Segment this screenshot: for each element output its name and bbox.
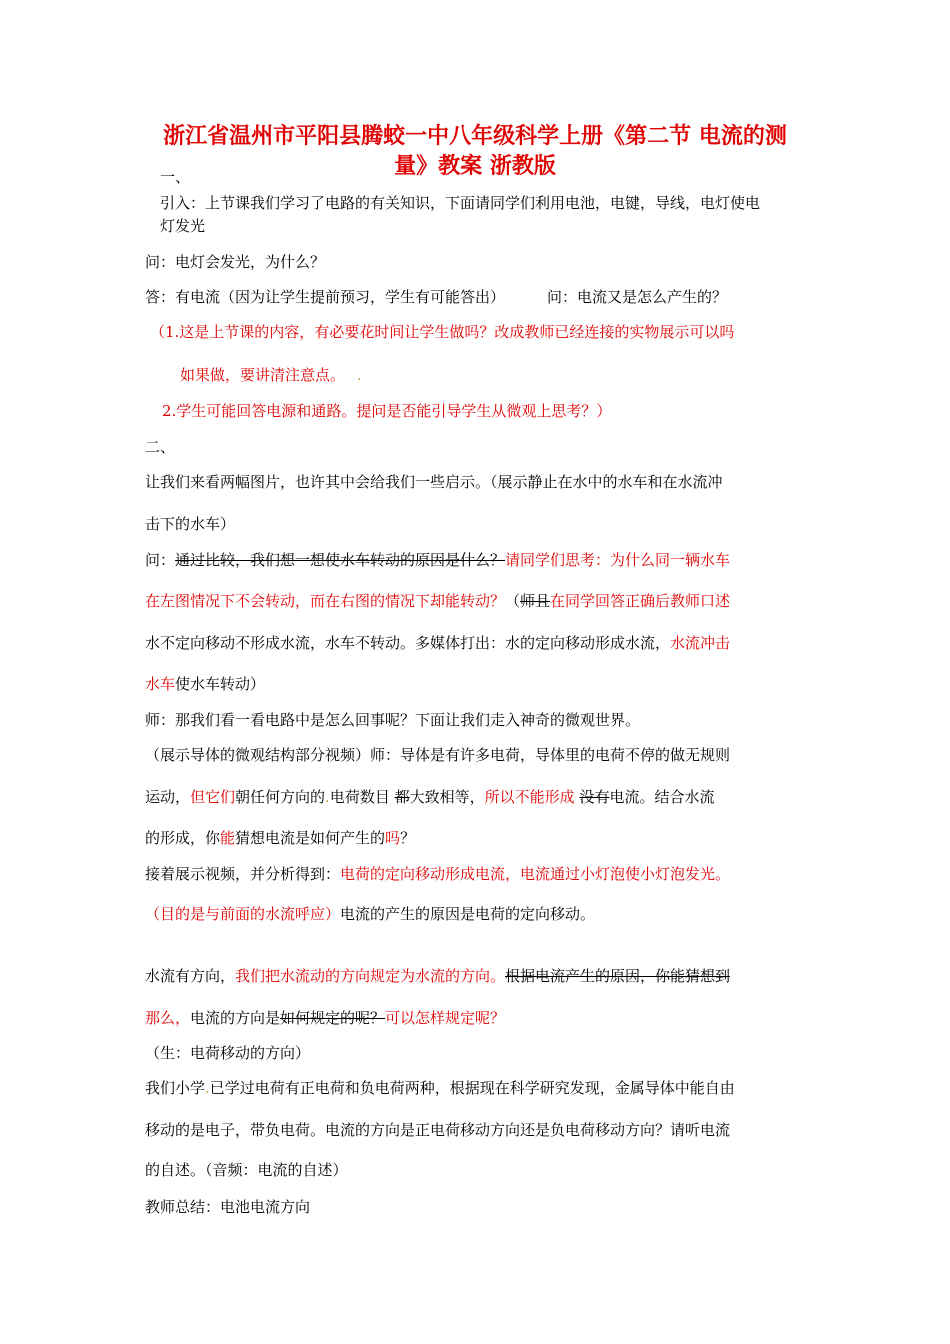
body-text: 运动， (145, 788, 191, 806)
body-text: 我们小学 (145, 1079, 206, 1097)
video-line-2 (145, 787, 714, 807)
stray-dot: . (325, 788, 330, 806)
body-text: 大致相等， (409, 788, 485, 806)
direction-line-1 (145, 966, 730, 986)
answer-row (145, 287, 727, 307)
revised-text: 我们把水流动的方向规定为水流的方向。 (235, 967, 506, 985)
struck-text: 师且 (520, 592, 551, 610)
revised-text: 但它们 (190, 788, 236, 806)
revised-text: 电荷的定向移动形成电流，电流通过小灯泡使小灯泡发光。 (340, 865, 731, 883)
revised-text: 吗 (385, 829, 401, 847)
struck-text: 通过比较，我们想一想使水车转动的原因是什么？ (175, 551, 506, 569)
video-line-1: （展示导体的微观结构部分视频）师：导体是有许多电荷，导体里的电荷不停的做无规则 (145, 746, 731, 764)
body-text: 使水车转动） (175, 675, 266, 693)
q-prefix: 问： (145, 551, 176, 569)
paragraph-1-line-1: 让我们来看两幅图片，也许其中会给我们一些启示。（展示静止在水中的水车和在水流冲 (145, 473, 723, 491)
body-text: ？ (400, 829, 416, 847)
body-text: 猜想电流是如何产生的 (235, 829, 386, 847)
waterwheel-question-line-2 (145, 591, 730, 611)
waterwheel-question-line-1 (145, 550, 730, 570)
body-text: 接着展示视频，并分析得到： (145, 865, 341, 883)
student-answer: （生：电荷移动的方向） (145, 1044, 311, 1062)
revised-text: （目的是与前面的水流呼应） (145, 905, 341, 923)
note-1-text: 如果做，要讲清注意点。 (180, 366, 346, 384)
summary-line-1 (145, 864, 730, 884)
section-2-marker: 二、 (145, 438, 176, 456)
waterwheel-question-line-4 (145, 674, 265, 694)
document-title (140, 121, 810, 181)
waterwheel-question-line-3 (145, 633, 730, 653)
body-text: 电荷数目 (329, 788, 395, 806)
revised-text: 在同学回答正确后教师口述 (550, 592, 731, 610)
revised-text: 那么， (145, 1009, 191, 1027)
note-1-line-2 (180, 365, 362, 385)
revised-text: 水车 (145, 675, 176, 693)
struck-text: 如何规定的呢？ (280, 1009, 386, 1027)
direction-line-2 (145, 1008, 505, 1028)
teacher-summary: 教师总结：电池电流方向 (145, 1198, 311, 1216)
struck-text: 根据电流产生的原因，你能猜想到 (505, 967, 731, 985)
teacher-line: 师：那我们看一看电路中是怎么回事呢？下面让我们走入神奇的微观世界。 (145, 711, 641, 729)
stray-dot: . (205, 1079, 210, 1097)
intro-line-1: 引入：上节课我们学习了电路的有关知识，下面请同学们利用电池，电键，导线，电灯使电 (160, 194, 761, 212)
title-line-1: 浙江省温州市平阳县腾蛟一中八年级科学上册《第二节 电流的测 (163, 123, 787, 149)
section-1-marker: 一、 (160, 168, 191, 186)
body-text: 电流的产生的原因是电荷的定向移动。 (340, 905, 596, 923)
revised-text: 能 (220, 829, 236, 847)
summary-line-2 (145, 904, 595, 924)
note-2: 2.学生可能回答电源和通路。提问是否能引导学生从微观上思考？） (162, 402, 612, 420)
electron-line-3: 的自述。（音频：电流的自述） (145, 1161, 348, 1179)
question-1: 问：电灯会发光，为什么？ (145, 253, 326, 271)
paren: （ (505, 592, 521, 610)
question-2: 问：电流又是怎么产生的？ (547, 288, 728, 306)
electron-line-1 (145, 1078, 735, 1098)
note-1-line-1: （1.这是上节课的内容，有必要花时间让学生做吗？改成教师已经连接的实物展示可以吗 (150, 323, 735, 341)
body-text: 电流。结合水流 (609, 788, 715, 806)
body-text: 电流的方向是 (190, 1009, 281, 1027)
title-line-2: 量》教案 浙教版 (394, 153, 556, 179)
intro-line-2: 灯发光 (160, 217, 206, 235)
body-text: 已学过电荷有正电荷和负电荷两种，根据现在科学研究发现，金属导体中能自由 (209, 1079, 735, 1097)
video-line-3 (145, 828, 415, 848)
revised-question: 请同学们思考：为什么同一辆水车 (505, 551, 731, 569)
revised-text: 可以怎样规定呢？ (385, 1009, 506, 1027)
revised-question-cont: 在左图情况下不会转动，而在右图的情况下却能转动？ (145, 592, 506, 610)
electron-line-2: 移动的是电子，带负电荷。电流的方向是正电荷移动方向还是负电荷移动方向？请听电流 (145, 1121, 731, 1139)
stray-dot: . (357, 366, 362, 384)
body-text: 水流有方向， (145, 967, 236, 985)
struck-text: 没有 (579, 788, 610, 806)
struck-text: 都 (394, 788, 410, 806)
body-text: 朝任何方向的 (235, 788, 326, 806)
answer-1: 答：有电流（因为让学生提前预习，学生有可能答出） (145, 288, 506, 306)
body-text: 水不定向移动不形成水流，水车不转动。多媒体打出：水的定向移动形成水流， (145, 634, 671, 652)
revised-text: 水流冲击 (670, 634, 731, 652)
paragraph-1-line-2: 击下的水车） (145, 515, 236, 533)
revised-text: 所以不能形成 (484, 788, 575, 806)
body-text: 的形成，你 (145, 829, 221, 847)
